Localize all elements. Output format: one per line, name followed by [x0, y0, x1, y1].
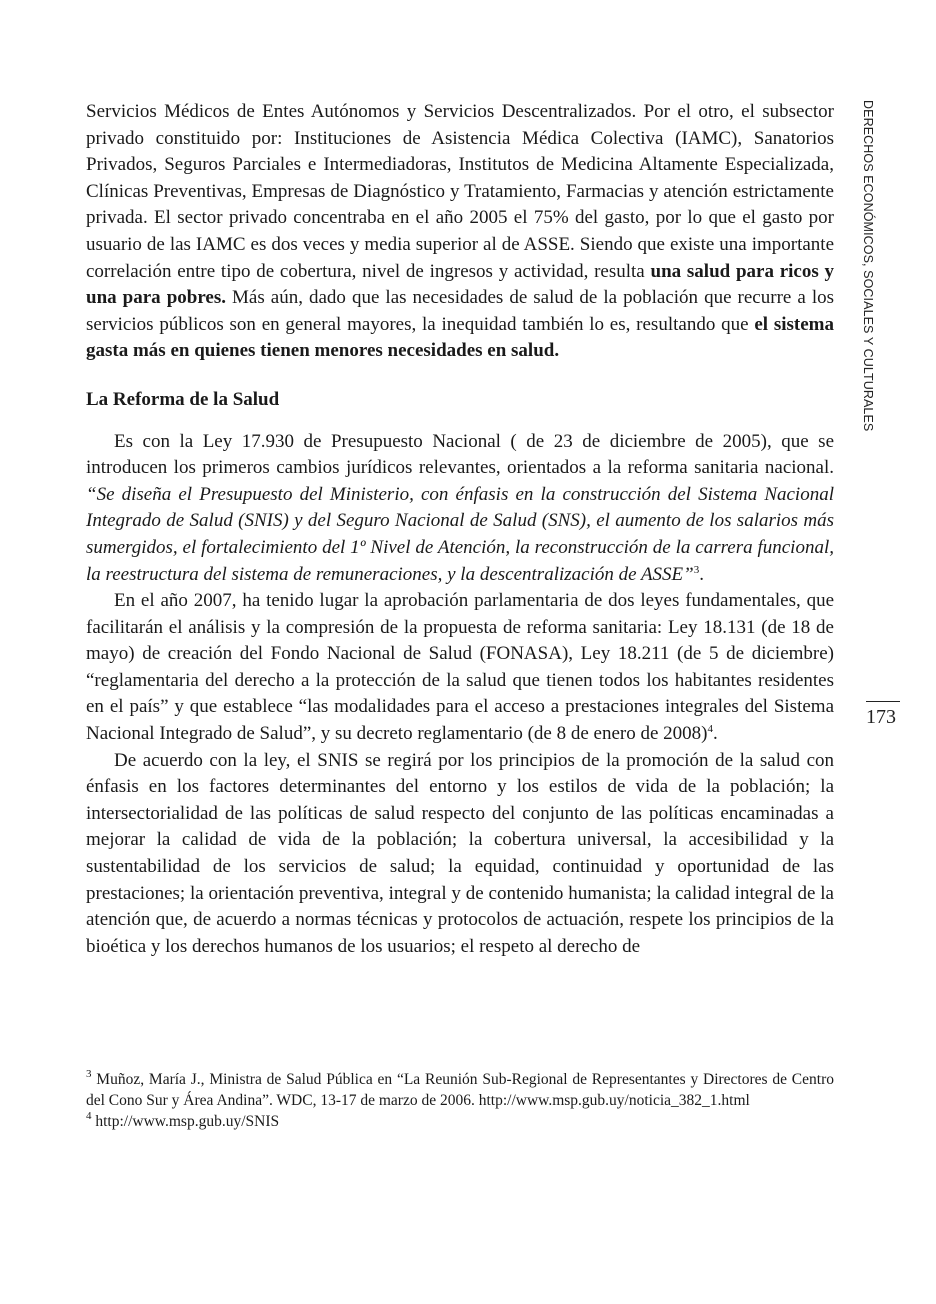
footnotes: [86, 1069, 834, 1132]
footnote-3-number: 3: [86, 1068, 92, 1080]
paragraph-3-text: En el año 2007, ha tenido lugar la aprobación parlamentaria de dos leyes fundamentales, que facilitarán el análisis y la compresión de la propuesta de reforma sanitaria: Ley 18.131 (de 18 de mayo) de creación del Fondo Nacional de Salud (FONASA), Ley 18.211 (de 5 de diciembre) “reglamentaria del derecho a la protección de la salud que tienen todos los habitantes residentes en el país” y que establece “las modalidades para el acceso a prestaciones integrales del Sistema Nacional Integrado de Salud”, y su decreto reglamentario (de 8 de enero de 2008): [86, 590, 834, 745]
footnote-4: [86, 1111, 834, 1132]
paragraph-1-bold-b: el sistema gasta más en quienes tienen menores necesidades en salud.: [86, 313, 835, 362]
main-text: [86, 99, 834, 960]
paragraph-1-bold-a: una salud para ricos y una para pobres.: [86, 260, 835, 309]
paragraph-2-text: Es con la Ley 17.930 de Presupuesto Nacional ( de 23 de diciembre de 2005), que se introducen los primeros cambios jurídicos relevantes, orientados a la reforma sanitaria nacional.: [86, 430, 834, 479]
page-number-rule: [866, 701, 900, 702]
paragraph-1-text: Servicios Médicos de Entes Autónomos y Servicios Descentralizados. Por el otro, el subsector privado constituido por: Instituciones de Asistencia Médica Colectiva (IAMC), Sanatorios Privados, Seguros Parciales e Intermediadoras, Institutos de Medicina Altamente Especializada, Clínicas Preventivas, Empresas de Diagnóstico y Tratamiento, Farmacias y atención estrictamente privada. El sector privado concentraba en el año 2005 el 75% del gasto, por lo que el gasto por usuario de las IAMC es dos veces y media superior al de ASSE. Siendo que existe una importante correlación entre tipo de cobertura, nivel de ingresos y actividad, resulta: [86, 101, 834, 282]
page-number: 173: [866, 706, 896, 728]
footnote-4-text: http://www.msp.gub.uy/SNIS: [91, 1113, 280, 1130]
footnote-3: [86, 1069, 834, 1111]
paragraph-3: [86, 588, 834, 748]
paragraph-1: [86, 99, 834, 365]
paragraph-2-quote: “Se diseña el Presupuesto del Ministerio, con énfasis en la construcción del Sistema Nacional Integrado de Salud (SNIS) y del Seguro Nacional de Salud (SNS), el aumento de los salarios más sumergidos, el fortalecimiento del 1º Nivel de Atención, la reconstrucción de la carrera funcional, la reestructura del sistema de remuneraciones, y la descentralización de ASSE”: [86, 483, 834, 585]
footnote-3-text: Muñoz, María J., Ministra de Salud Pública en “La Reunión Sub-Regional de Representantes y Directores de Centro del Cono Sur y Área Andina”. WDC, 13-17 de marzo de 2006. http://www.msp.gub.uy/noticia_382_1.html: [86, 1071, 834, 1109]
paragraph-4: De acuerdo con la ley, el SNIS se regirá por los principios de la promoción de la salud con énfasis en los factores determinantes del entorno y los estilos de vida de la población; la intersectorialidad de las políticas de salud respecto del conjunto de las políticas encaminadas a mejorar la calidad de vida de la población; la cobertura universal, la accesibilidad y la sustentabilidad de los servicios de salud; la equidad, continuidad y oportunidad de las prestaciones; la orientación preventiva, integral y de contenido humanista; la calidad integral de la atención que, de acuerdo a normas técnicas y protocolos de actuación, respete los principios de la bioética y los derechos humanos de los usuarios; el respeto al derecho de: [86, 749, 834, 957]
paragraph-2-end: .: [699, 563, 704, 585]
paragraph-1-text-b: Más aún, dado que las necesidades de salud de la población que recurre a los servicios públicos son en general mayores, la inequidad también lo es, resultando que: [86, 287, 834, 335]
footnote-ref-3: 3: [693, 563, 700, 576]
paragraph-3-end: .: [712, 723, 718, 745]
running-head-text: DERECHOS ECONÓMICOS, SOCIALES Y CULTURALES: [861, 100, 875, 432]
footnote-4-number: 4: [86, 1110, 92, 1122]
footnote-ref-4: 4: [707, 723, 713, 736]
running-head: [861, 100, 885, 432]
paragraph-2: [86, 429, 834, 589]
section-heading: La Reforma de la Salud: [86, 388, 280, 410]
